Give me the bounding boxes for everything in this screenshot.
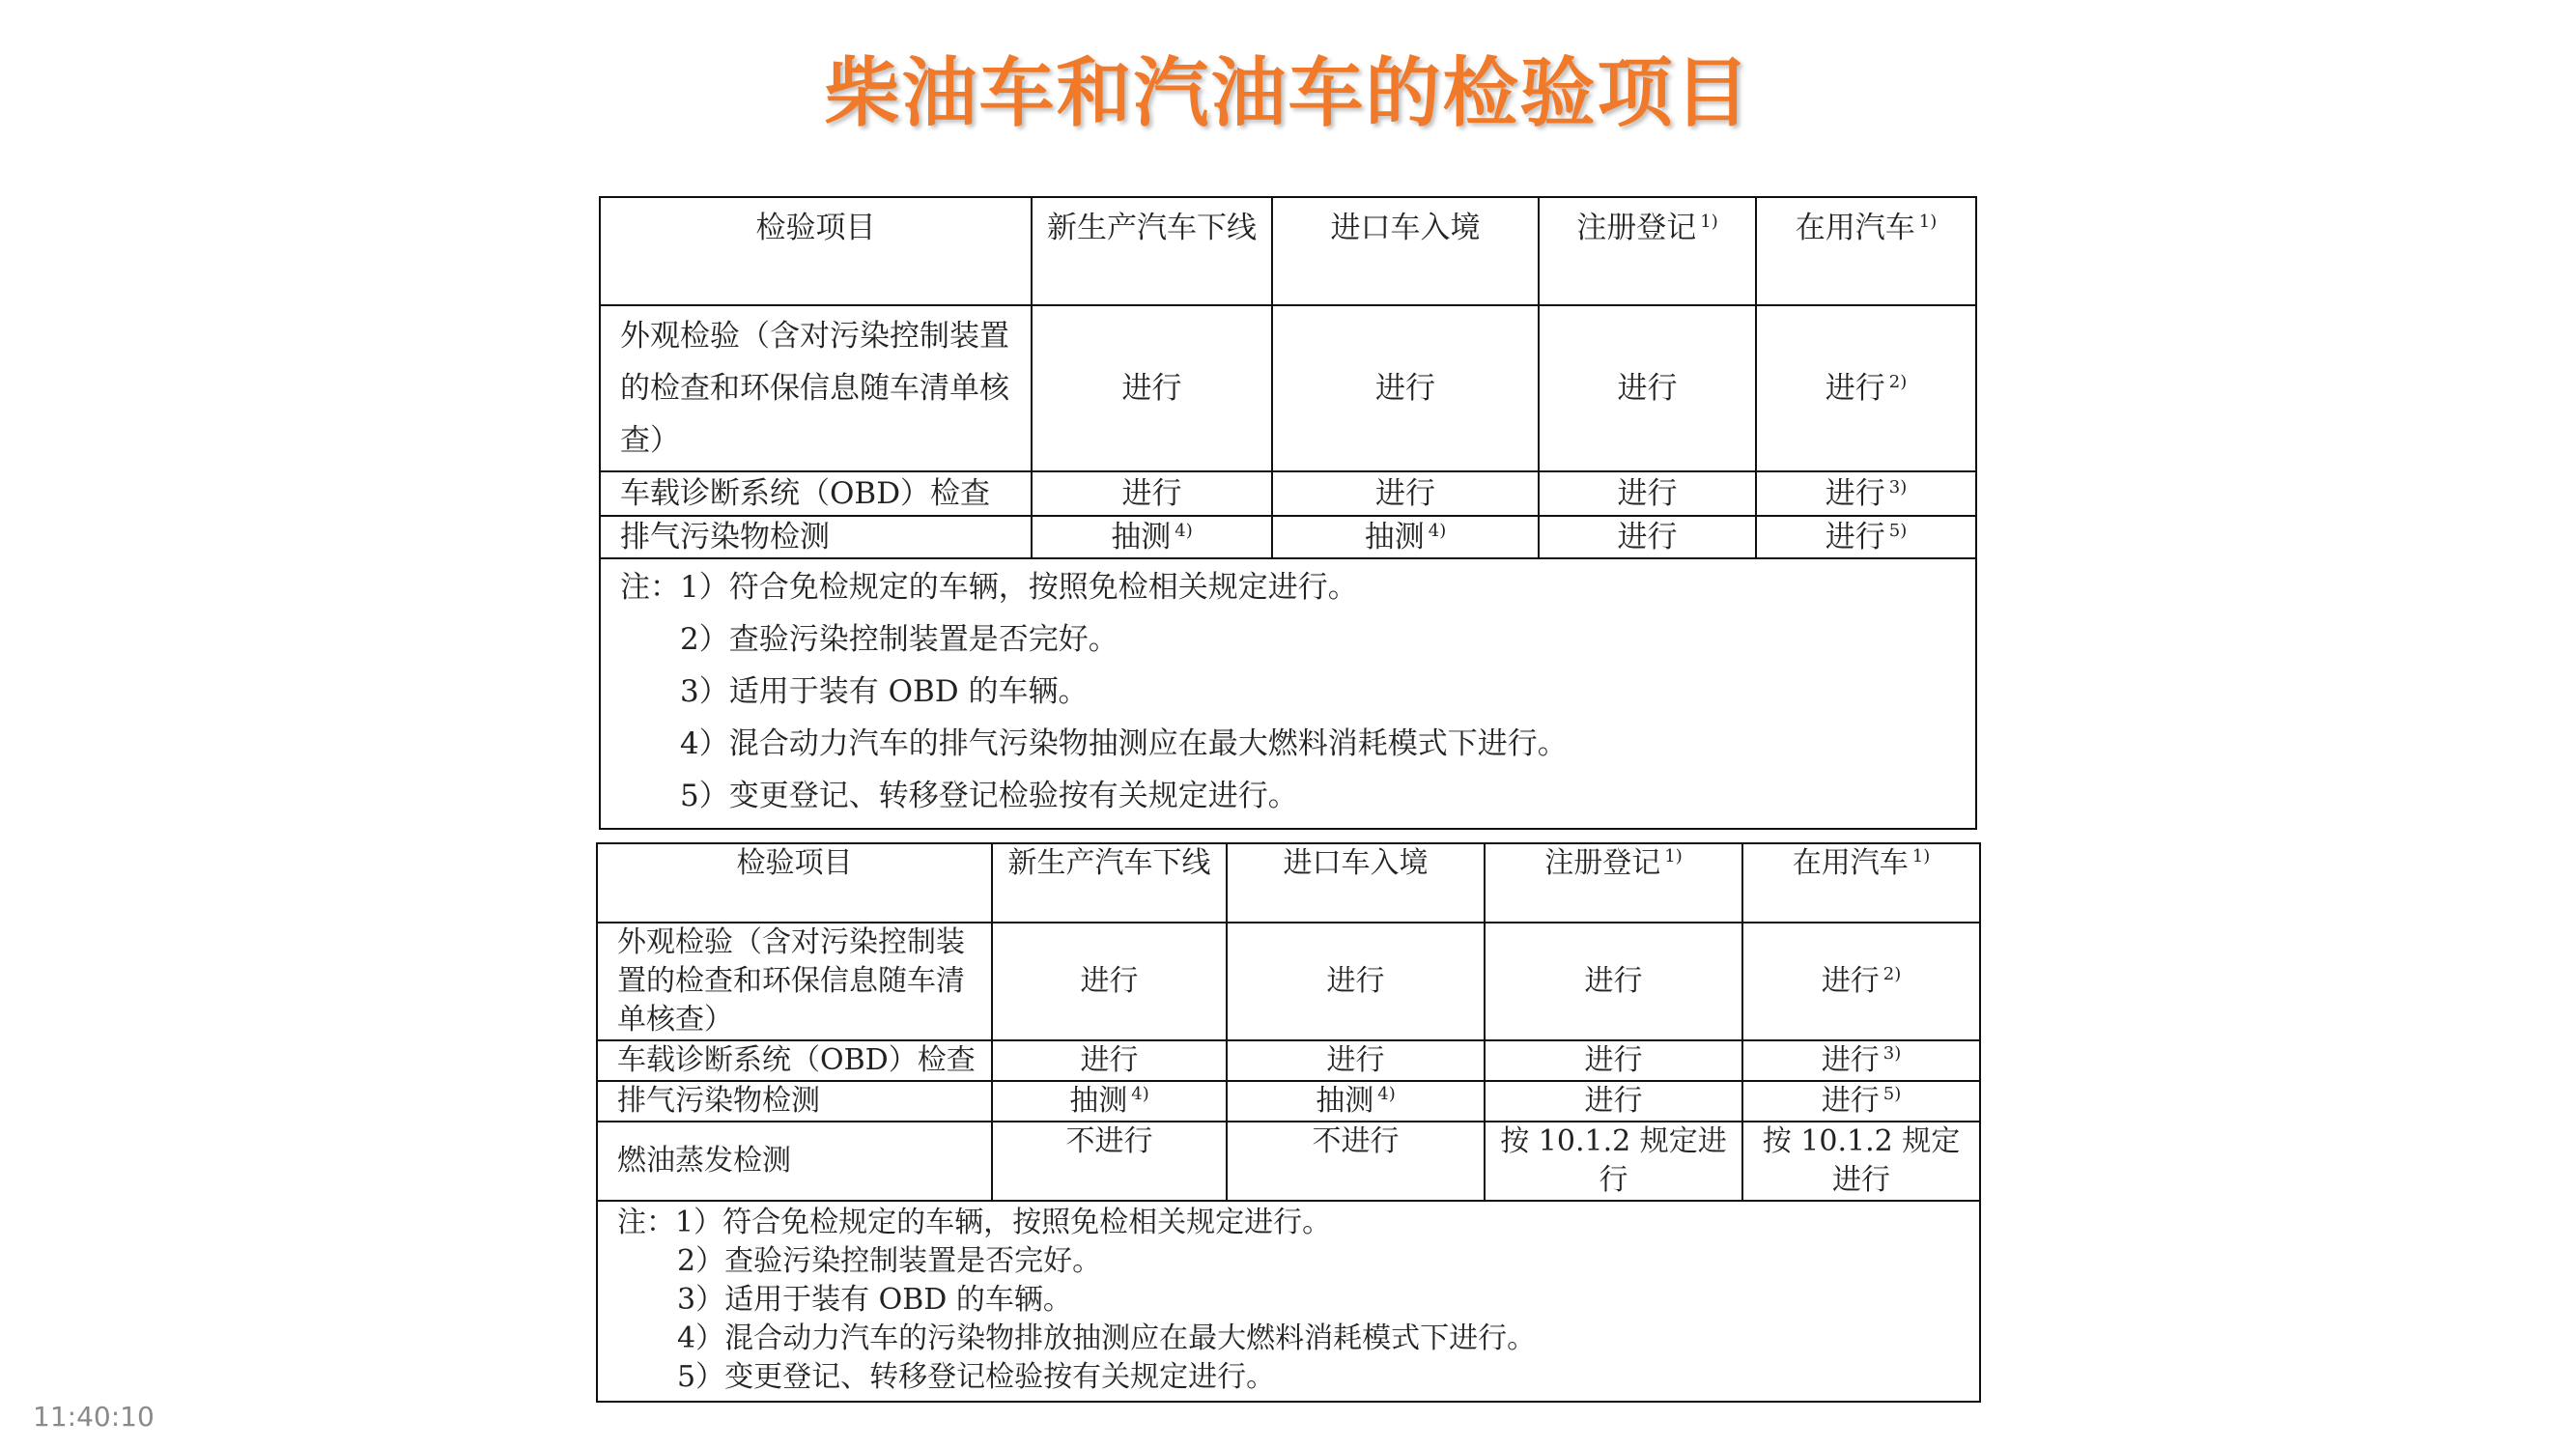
item-cell: 排气污染物检测 <box>597 1081 992 1122</box>
slide-title: 柴油车和汽油车的检验项目 <box>824 50 1752 137</box>
notes-cell <box>597 1201 1980 1402</box>
note-line: 4）混合动力汽车的排气污染物抽测应在最大燃料消耗模式下进行。 <box>680 726 1568 761</box>
value-cell: 进行 <box>1485 1040 1742 1081</box>
table-row <box>597 1122 1980 1201</box>
header-cell: 注册登记 $^{1)}$ <box>1539 197 1756 305</box>
value-cell: 按 10.1.2 规定进行 <box>1742 1122 1980 1201</box>
table-row <box>600 516 1976 558</box>
note-line: 3）适用于装有 OBD 的车辆。 <box>677 1283 1072 1317</box>
value-cell: 进行 $^{2)}$ <box>1742 923 1980 1040</box>
table-row <box>597 923 1980 1040</box>
table-row <box>600 305 1976 471</box>
value-cell: 抽测 $^{4)}$ <box>992 1081 1227 1122</box>
inspection-table-1 <box>599 196 1977 830</box>
header-cell: 进口车入境 <box>1227 843 1485 923</box>
notes-row <box>597 1201 1980 1402</box>
value-cell: 进行 <box>1032 305 1272 471</box>
header-cell: 注册登记 $^{1)}$ <box>1485 843 1742 923</box>
value-cell: 进行 <box>1539 516 1756 558</box>
value-cell: 进行 <box>1272 471 1539 516</box>
value-cell: 进行 $^{2)}$ <box>1756 305 1976 471</box>
value-cell: 抽测 $^{4)}$ <box>1272 516 1539 558</box>
header-cell: 检验项目 <box>600 197 1032 305</box>
value-cell: 不进行 <box>1227 1122 1485 1201</box>
note-line: 4）混合动力汽车的污染物排放抽测应在最大燃料消耗模式下进行。 <box>677 1321 1537 1355</box>
item-cell: 车载诊断系统（OBD）检查 <box>597 1040 992 1081</box>
notes-row <box>600 558 1976 829</box>
header-cell: 新生产汽车下线 <box>1032 197 1272 305</box>
notes-cell <box>600 558 1976 829</box>
note-line: 注：1）符合免检规定的车辆，按照免检相关规定进行。 <box>620 570 1358 605</box>
header-cell: 进口车入境 <box>1272 197 1539 305</box>
note-line: 2）查验污染控制装置是否完好。 <box>680 622 1118 657</box>
table-header-row <box>600 197 1976 305</box>
value-cell: 进行 $^{3)}$ <box>1756 471 1976 516</box>
value-cell: 进行 <box>1227 923 1485 1040</box>
item-cell: 燃油蒸发检测 <box>597 1122 992 1201</box>
table-row <box>600 471 1976 516</box>
value-cell: 进行 $^{5)}$ <box>1756 516 1976 558</box>
header-cell: 在用汽车 $^{1)}$ <box>1756 197 1976 305</box>
value-cell: 不进行 <box>992 1122 1227 1201</box>
item-cell: 外观检验（含对污染控制装置的检查和环保信息随车清单核查） <box>600 305 1032 471</box>
slide-timestamp: 11:40:10 <box>33 1401 155 1433</box>
note-line: 5）变更登记、转移登记检验按有关规定进行。 <box>677 1360 1276 1394</box>
value-cell: 抽测 $^{4)}$ <box>1227 1081 1485 1122</box>
note-line: 3）适用于装有 OBD 的车辆。 <box>680 674 1089 709</box>
value-cell: 抽测 $^{4)}$ <box>1032 516 1272 558</box>
header-cell: 检验项目 <box>597 843 992 923</box>
value-cell: 进行 $^{3)}$ <box>1742 1040 1980 1081</box>
value-cell: 进行 <box>1485 923 1742 1040</box>
header-cell: 新生产汽车下线 <box>992 843 1227 923</box>
table-header-row <box>597 843 1980 923</box>
table-row <box>597 1040 1980 1081</box>
header-cell: 在用汽车 $^{1)}$ <box>1742 843 1980 923</box>
value-cell: 进行 <box>1539 471 1756 516</box>
value-cell: 进行 <box>992 1040 1227 1081</box>
value-cell: 进行 <box>1227 1040 1485 1081</box>
item-cell: 排气污染物检测 <box>600 516 1032 558</box>
value-cell: 进行 <box>1032 471 1272 516</box>
value-cell: 进行 <box>1272 305 1539 471</box>
value-cell: 进行 <box>1539 305 1756 471</box>
note-line: 注：1）符合免检规定的车辆，按照免检相关规定进行。 <box>617 1206 1332 1239</box>
table-row <box>597 1081 1980 1122</box>
value-cell: 进行 <box>1485 1081 1742 1122</box>
value-cell: 进行 <box>992 923 1227 1040</box>
item-cell: 车载诊断系统（OBD）检查 <box>600 471 1032 516</box>
inspection-table-2 <box>596 842 1981 1403</box>
item-cell: 外观检验（含对污染控制装置的检查和环保信息随车清单核查） <box>597 923 992 1040</box>
value-cell: 按 10.1.2 规定进行 <box>1485 1122 1742 1201</box>
note-line: 2）查验污染控制装置是否完好。 <box>677 1244 1102 1278</box>
value-cell: 进行 $^{5)}$ <box>1742 1081 1980 1122</box>
note-line: 5）变更登记、转移登记检验按有关规定进行。 <box>680 779 1298 813</box>
